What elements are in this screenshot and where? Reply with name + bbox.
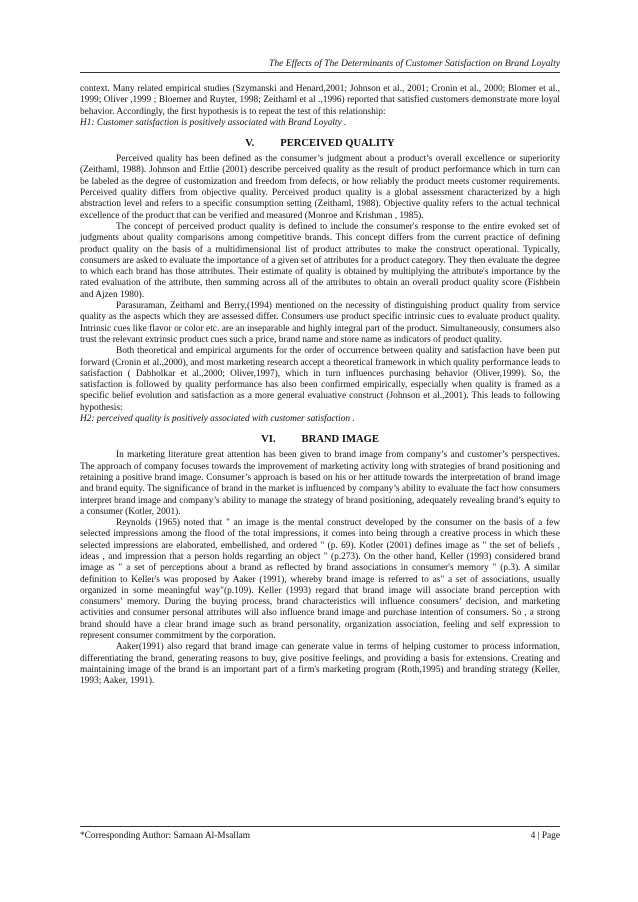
running-header: The Effects of The Determinants of Customer Satisfaction on Brand Loyalty xyxy=(80,58,560,73)
paragraph: Reynolds (1965) noted that " an image is the mental construct developed by the consumer on the basis of a few selected impressions among the flood of the total impressions, it comes into being through a creative process in which these selected impressions are elaborated, embellished, and ordered " (p. 69). Kotler (2001) defines image as " the set of beliefs , ideas , and impression that a person holds regarding an object " (p.273). On the other hand, Keller (1993) considered brand image as " a set of perceptions about a brand as reflected by brand associations in consumer's memory " (p.3). A similar definition to Keller's was proposed by Aaker (1991), whereby brand image is referred to as" a set of associations, usually organized in some meaningful way"(p.109). Keller (1993) regard that brand image will associate brand perception with consumers’ memory. During the buying process, brand characteristics will influence consumers’ decision, and marketing activities and consumer personal attributes will also influence brand image and purchase intention of consumers. So , a strong brand should have a clear brand image such as brand personality, organization association, feeling and self expression to represent consumer commitment by the corporation. xyxy=(80,518,560,642)
paragraph: Parasuraman, Zeithaml and Berry,(1994) mentioned on the necessity of distinguishing product quality from service quality as the aspects which they are assessed differ. Consumers use product specific intrinsic cues to evaluate product quality. Intrinsic cues like flavor or color etc. are an inseparable and highly integral part of the product. Simultaneously, consumers also trust the relevant extrinsic product cues such a price, brand name and store name as indicators of product quality. xyxy=(80,301,560,345)
page-footer xyxy=(80,826,560,841)
section-heading-brand-image xyxy=(80,433,560,446)
paragraph: Aaker(1991) also regard that brand image can generate value in terms of helping customer to process information, differentiating the brand, generating reasons to buy, give positive feelings, and providing a basis for extensions. Creating and maintaining image of the brand is an important part of a firm's marketing program (Roth,1995) and branding strategy (Keller, 1993; Aaker, 1991). xyxy=(80,642,560,687)
paragraph: context. Many related empirical studies (Szymanski and Henard,2001; Johnson et al., 2001; Cronin et al., 2000; Blomer et al., 1999; Oliver ,1999 ; Bloemer and Ruyter, 1998; Zeithaml et al .,1996) reported that satisfied customers demonstrate more loyal behavior. Accordingly, the first hypothesis is to repeat the test of this relationship: xyxy=(80,84,560,117)
section-title: BRAND IMAGE xyxy=(301,434,379,446)
hypothesis-1: H1: Customer satisfaction is positively associated with Brand Loyalty . xyxy=(80,117,347,128)
body-text xyxy=(80,84,560,688)
section-number: VI. xyxy=(261,434,276,446)
section-number: V. xyxy=(245,138,255,150)
section-heading-perceived-quality xyxy=(80,137,560,150)
section-title: PERCEIVED QUALITY xyxy=(280,138,395,150)
paragraph: The concept of perceived product quality is defined to include the consumer's response to the entire evoked set of judgments about quality comparisons among competitive brands. This concept differs from the current practice of defining product quality on the basis of a multidimensional list of product attributes to make the construct operational. Typically, consumers are asked to evaluate the importance of a given set of attributes for a product category. They then evaluate the degree to which each brand has those attributes. Their estimate of quality is obtained by multiplying the attribute's importance by the rated evaluation of the attribute, then summing across all of the attributes to obtain an overall product quality score (Fishbein and Ajzen 1980). xyxy=(80,221,560,300)
corresponding-author: *Corresponding Author: Samaan Al-Msallam xyxy=(80,831,250,841)
hypothesis-2: H2: perceived quality is positively associated with customer satisfaction . xyxy=(80,414,355,425)
paragraph: Both theoretical and empirical arguments for the order of occurrence between quality and satisfaction have been put forward (Cronin et al.,2000), and most marketing research accept a theoretical framework in which quality performance leads to satisfaction ( Dabholkar et al.,2000; Oliver,1997), which in turn influences purchasing behavior (Oliver,1999). So, the satisfaction is followed by quality performance has also been confirmed empirically, especially when quality is framed as a specific belief evolution and satisfaction as a more general evaluative construct (Johnson et al.,2001). This leads to following hypothesis: xyxy=(80,346,560,413)
paragraph: In marketing literature great attention has been given to brand image from company’s and customer’s perspectives. The approach of company focuses towards the improvement of marketing activity long with strategies of brand positioning and retaining a positive brand image. Consumer’s approach is based on his or her attitude towards the interpretation of brand image and brand equity. The significance of brand in the market is influenced by company’s ability to evaluate the fact how consumers interpret brand image and company’s ability to manage the strategy of brand positioning, adequately revealing brand’s equity to a consumer (Kotler, 2001). xyxy=(80,450,560,517)
page-number: 4 | Page xyxy=(530,831,560,841)
paragraph: Perceived quality has been defined as the consumer’s judgment about a product’s overall excellence or superiority (Zeithaml, 1988). Johnson and Ettlie (2001) describe perceived quality as the result of product performance which in turn can be labeled as the degree of customization and freedom from defects, or how reliably the product meets customer requirements. Perceived quality differs from objective quality. Perceived product quality is a global assessment characterized by a high abstraction level and refers to a specific consumption setting (Zeithaml, 1988). Objective quality refers to the actual technical excellence of the product that can be verified and measured (Monroe and Krishman , 1985). xyxy=(80,154,560,221)
